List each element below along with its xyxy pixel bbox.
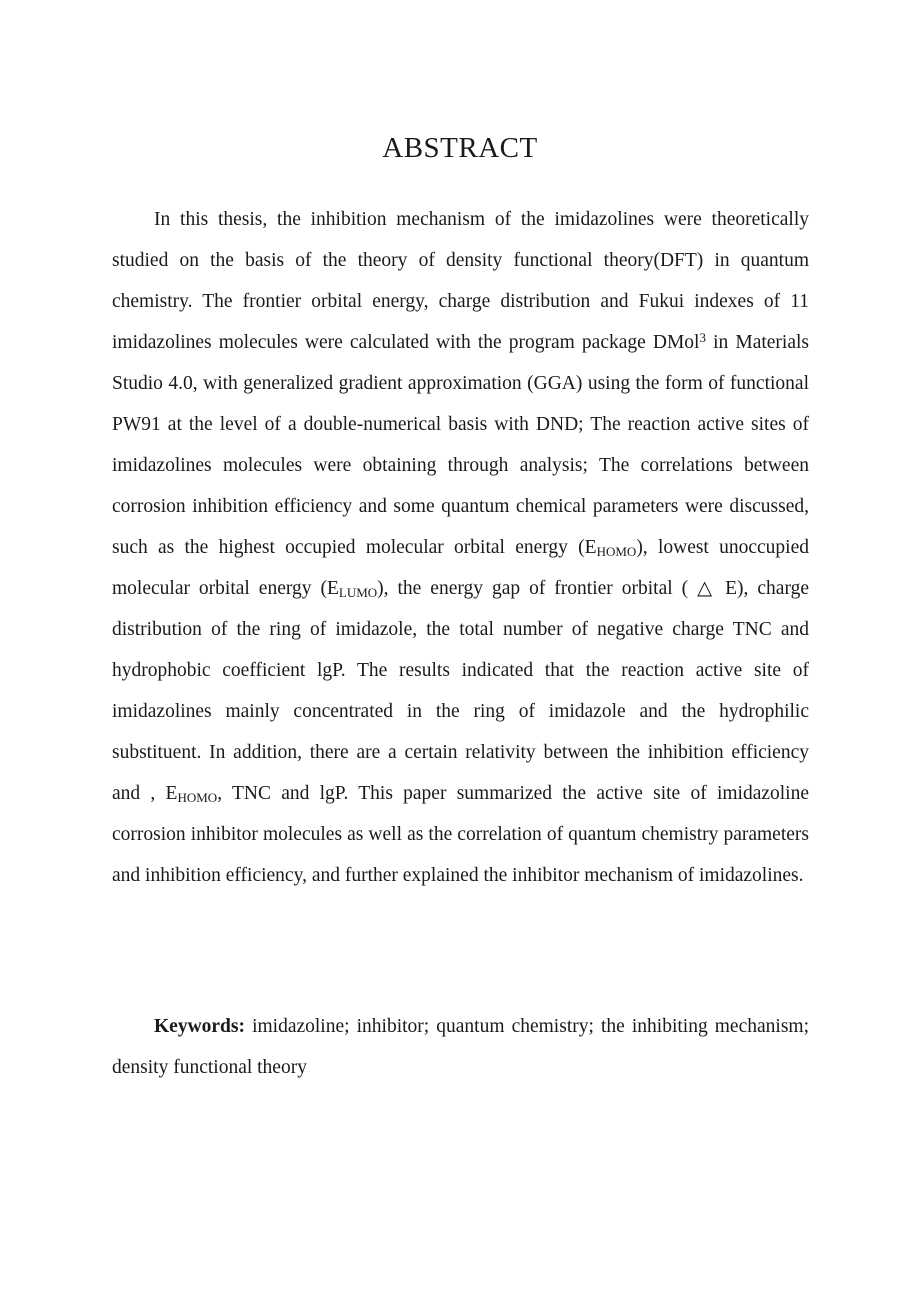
lumo-subscript: LUMO: [338, 585, 378, 600]
page-title: ABSTRACT: [382, 132, 538, 164]
homo-subscript: HOMO: [596, 544, 637, 559]
abstract-text-1: In this thesis, the inhibition mechanism of the imidazolines were theoretically studied on the basis of the theory of density functional theory(DFT) in quantum chemistry. The frontier orbital energy, charge distribution and Fukui indexes of 11 imidazolines molecules were calculated with the program package DMol: [112, 209, 809, 353]
abstract-paragraph: [112, 199, 809, 896]
abstract-text-5: , TNC and lgP. This paper summarized the active site of imidazoline corrosion inhibitor molecules as well as the correlation of quantum chemistry parameters and inhibition efficiency, and further explained the inhibitor mechanism of imidazolines.: [112, 783, 809, 886]
abstract-text-4: ), the energy gap of frontier orbital ( △ E), charge distribution of the ring of imidazole, the total number of negative charge TNC and hydrophobic coefficient lgP. The results indicated that the reaction active site of imidazolines mainly concentrated in the ring of imidazole and the hydrophilic substituent. In addition, there are a certain relativity between the inhibition efficiency and , E: [112, 578, 809, 804]
keywords-label: Keywords:: [154, 1016, 245, 1037]
keywords-paragraph: [112, 1006, 809, 1088]
dmol-superscript: 3: [699, 330, 706, 345]
abstract-text-2: in Materials Studio 4.0, with generalized gradient approximation (GGA) using the form of functional PW91 at the level of a double-numerical basis with DND; The reaction active sites of imidazolines molecules were obtaining through analysis; The correlations between corrosion inhibition efficiency and some quantum chemical parameters were discussed, such as the highest occupied molecular orbital energy (E: [112, 332, 810, 558]
keywords-text: imidazoline; inhibitor; quantum chemistry; the inhibiting mechanism; density functional theory: [112, 1016, 809, 1078]
homo-subscript-2: HOMO: [177, 790, 218, 805]
abstract-text-3: ), lowest unoccupied molecular orbital energy (E: [112, 537, 809, 599]
